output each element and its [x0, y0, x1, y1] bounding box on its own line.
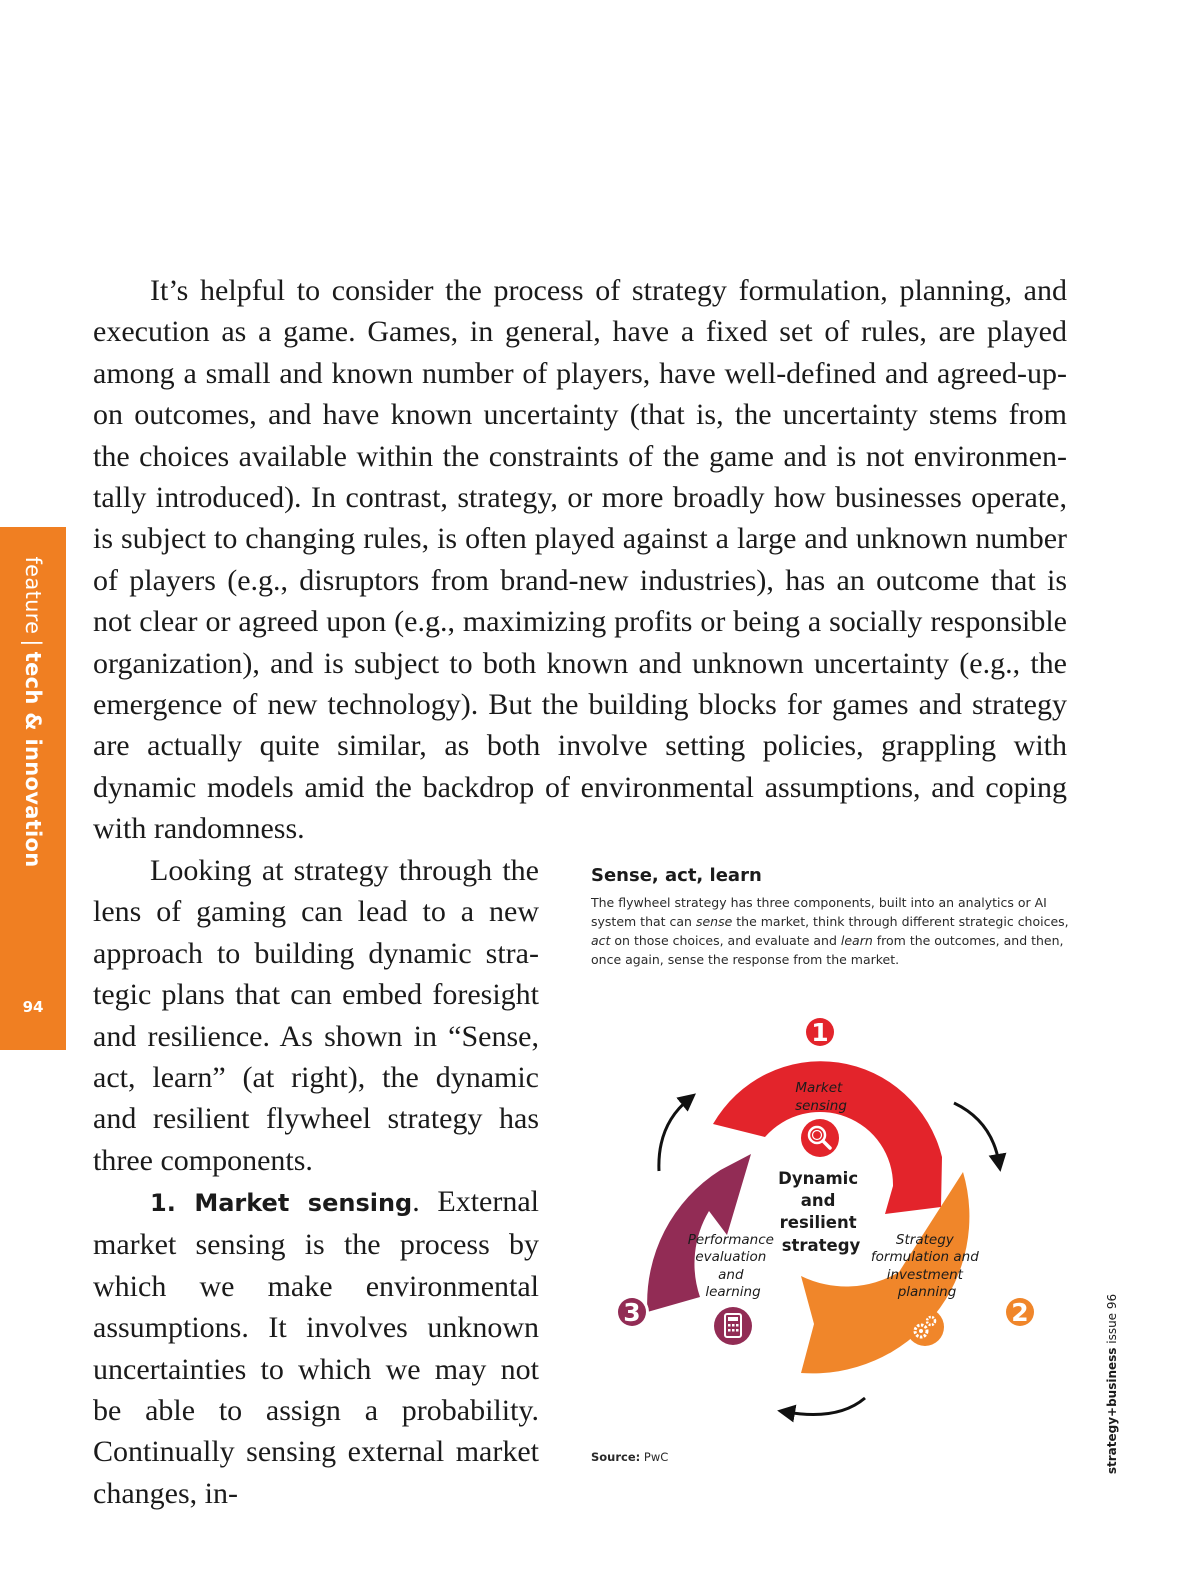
source-label: Source: — [591, 1450, 641, 1464]
caption-emphasis-learn: learn — [840, 933, 873, 948]
performance-evaluation-label — [688, 1232, 779, 1300]
component-label-line: Performance — [687, 1232, 774, 1248]
exhibit-title: Sense, act, learn — [591, 865, 762, 886]
center-label-line: and — [800, 1191, 836, 1210]
publication-footer — [1105, 1294, 1119, 1474]
arrow-2-to-3 — [786, 1398, 865, 1415]
badge-2 — [1003, 1295, 1037, 1329]
publication-issue: issue 96 — [1105, 1293, 1119, 1348]
component-label-line: and — [718, 1267, 744, 1283]
component-label-line: sensing — [795, 1098, 847, 1114]
page-number: 94 — [22, 998, 44, 1016]
center-label-line: strategy — [781, 1236, 861, 1255]
component-label-line: Strategy — [895, 1232, 954, 1248]
magnifier-icon — [801, 1119, 839, 1157]
caption-emphasis-act: act — [591, 933, 611, 948]
section-label-feature: feature — [21, 556, 45, 635]
center-label-line: Dynamic — [778, 1169, 859, 1188]
center-label — [778, 1169, 864, 1255]
publication-brand: strategy+business — [1105, 1347, 1119, 1475]
body-paragraph-1: It’s helpful to consider the process of strategy formulation, planning, and execution as a game. Games, in general, have a fixed set of rules, are played among a small and known number of players, have well-defined and agreed-upon outcomes, and have known uncertainty (that is, the uncertainty stems from the choices available within the constraints of the game and is not environmentally introduced). In contrast, strategy, or more broadly how businesses operate, is subject to changing rules, is often played against a large and unknown number of players (e.g., disruptors from brand-new industries), has an outcome that is not clear or agreed upon (e.g., maximizing profits or being a socially responsible organization), and is subject to both known and unknown uncertainty (e.g., the emergence of new technology). But the building blocks for games and strategy are actually quite similar, as both involve setting policies, grappling with dynamic models amid the backdrop of environmental assumptions, and coping with randomness. — [93, 274, 1067, 846]
caption-part: The flywheel strategy has three components, built into an analytics or AI system that can — [591, 895, 1047, 929]
section-label-separator: | — [21, 639, 45, 647]
component-label-line: formulation and — [870, 1249, 979, 1265]
source-line — [591, 1450, 668, 1464]
section-label — [21, 556, 45, 867]
market-sensing-heading: 1. Market sensing — [150, 1189, 413, 1217]
center-label-line: resilient — [779, 1213, 857, 1232]
component-label-line: evaluation — [695, 1249, 767, 1265]
badge-3 — [615, 1295, 649, 1329]
calculator-icon — [714, 1307, 752, 1345]
component-label-line: Market — [795, 1080, 843, 1096]
source-value: PwC — [643, 1450, 669, 1464]
gears-icon — [906, 1308, 944, 1346]
flywheel-diagram — [575, 975, 1070, 1445]
caption-emphasis-sense: sense — [695, 914, 733, 929]
component-label-line: planning — [897, 1284, 957, 1300]
arrow-3-to-1 — [659, 1099, 689, 1171]
component-label-line: learning — [705, 1284, 761, 1300]
caption-part: from the outcomes, and then, once again, sense the response from the market. — [591, 933, 1064, 967]
caption-part: the market, think through different strategic choices, — [732, 914, 1069, 929]
body-paragraph-3-text: . External market sensing is the process by which we make environmental assumptions. It involves unknown uncertainties to which we may not be able to assign a probability. Continually sensing external market changes, in- — [93, 1185, 539, 1510]
exhibit-caption — [591, 893, 1071, 969]
component-label-line: investment — [886, 1267, 963, 1283]
caption-part: on those choices, and evaluate and — [610, 933, 841, 948]
badge-3-number: 3 — [623, 1298, 641, 1327]
body-paragraph-2: Looking at strategy through the lens of gaming can lead to a new approach to building dynamic strategic plans that can embed foresight and resilience. As shown in “Sense, act, learn” (at right), the dynamic and resilient flywheel strategy has three components. — [93, 854, 539, 1177]
badge-1-number: 1 — [811, 1018, 829, 1047]
badge-2-number: 2 — [1011, 1298, 1029, 1327]
badge-1 — [803, 1015, 837, 1049]
body-paragraph-3 — [93, 1181, 539, 1514]
section-label-topic: tech & innovation — [21, 651, 45, 868]
arrow-1-to-2 — [954, 1103, 999, 1163]
